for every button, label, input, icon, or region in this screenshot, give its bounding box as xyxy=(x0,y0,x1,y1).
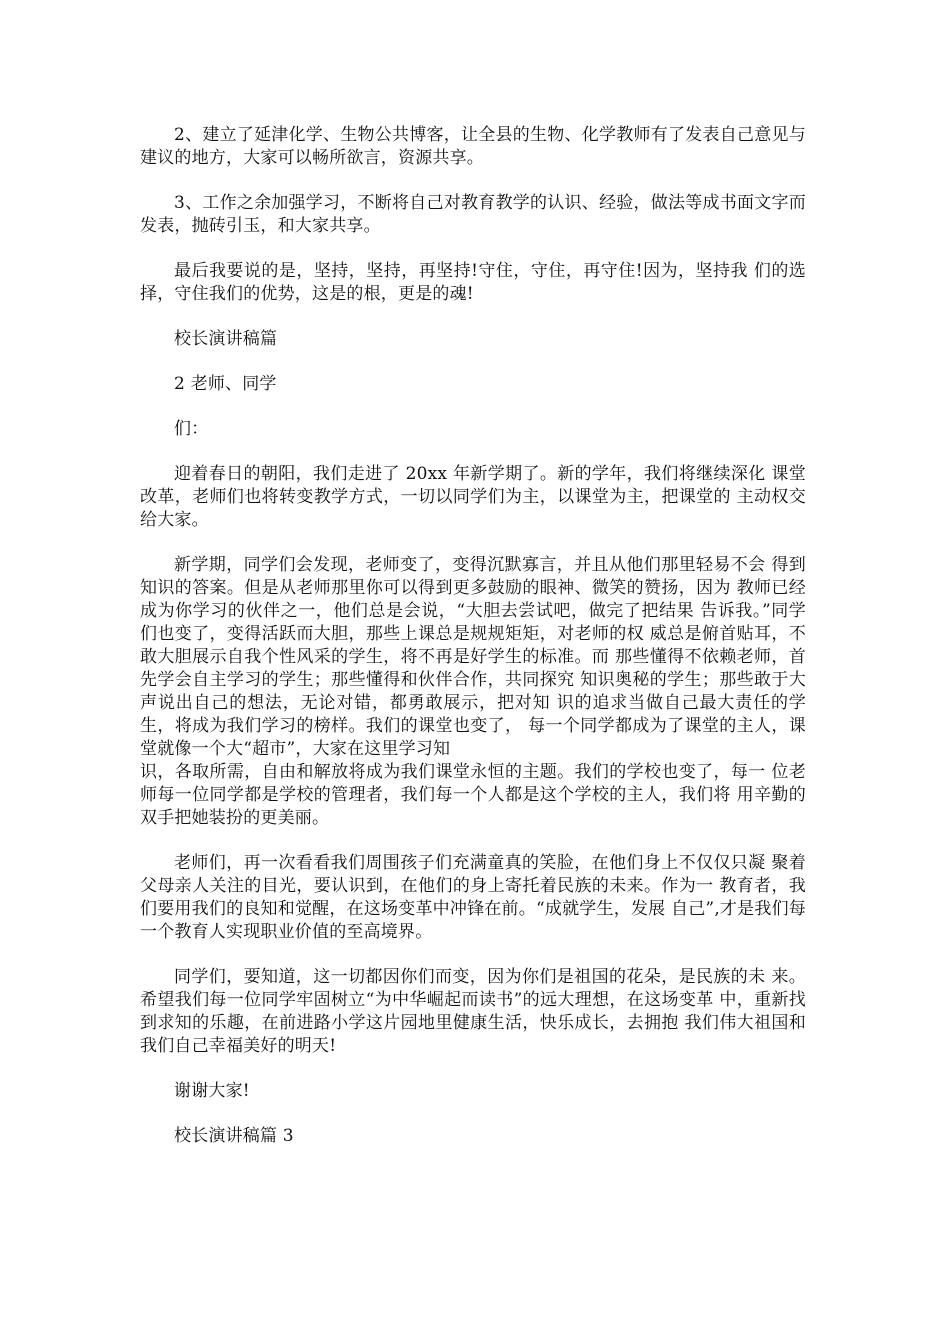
paragraph-blog: 2、建立了延津化学、生物公共博客，让全县的生物、化学教师有了发表自己意见与建议的地方，大家可以畅所欲言，资源共享。 xyxy=(140,125,806,168)
paragraph-new-term: 迎着春日的朝阳，我们走进了 20xx 年新学期了。新的学年，我们将继续深化 课堂改革，老师们也将转变教学方式，一切以同学们为主，以课堂为主，把课堂的 主动权交给大家。 xyxy=(140,464,806,530)
document-body xyxy=(140,124,806,1170)
section-heading-3: 校长演讲稿篇 3 xyxy=(174,1126,294,1146)
salutation-line-2: 们： xyxy=(174,419,209,439)
paragraph-children: 老师们，再一次看看我们周围孩子们充满童真的笑脸，在他们身上不仅仅只凝 聚着父母亲人关注的目光，要认识到，在他们的身上寄托着民族的未来。作为一 教育者，我们要用我们的良知和觉醒，在这场变革中冲锋在前。“成就学生，发展 自己”,才是我们每一个教育人实现职业价值的至高境界。 xyxy=(140,853,806,942)
salutation-line-1: 2 老师、同学 xyxy=(174,374,277,394)
paragraph-persist: 最后我要说的是，坚持，坚持，再坚持!守住，守住，再守住!因为，坚持我 们的选择，守住我们的优势，这是的根，更是的魂! xyxy=(140,261,806,304)
paragraph-study: 3、工作之余加强学习，不断将自己对教育教学的认识、经验，做法等成书面文字而发表，抛砖引玉，和大家共享。 xyxy=(140,193,806,236)
paragraph-students: 同学们，要知道，这一切都因你们而变，因为你们是祖国的花朵，是民族的未 来。希望我们每一位同学牢固树立“为中华崛起而读书”的远大理想，在这场变革 中，重新找到求知的乐趣，在前进路小学这片园地里健康生活，快乐成长，去拥抱 我们伟大祖国和我们自己幸福美好的明天! xyxy=(140,967,806,1056)
section-heading: 校长演讲稿篇 xyxy=(174,329,278,349)
paragraph-teachers-changed: 新学期，同学们会发现，老师变了，变得沉默寡言，并且从他们那里轻易不会 得到知识的答案。但是从老师那里你可以得到更多鼓励的眼神、微笑的赞扬，因为 教师已经成为你学习的伙伴之一，他们总是会说，“大胆去尝试吧，做完了把结果 告诉我。”同学们也变了，变得活跃而大胆，那些上课总是规规矩矩，对老师的权 威总是俯首贴耳，不敢大胆展示自我个性风采的学生，将不再是好学生的标准。而 那些懂得不依赖老师，首先学会自主学习的学生；那些懂得和伙伴合作，共同探究 知识奥秘的学生；那些敢于大声说出自己的想法，无论对错，都勇敢展示，把对知 识的追求当做自己最大责任的学生，将成为我们学习的榜样。我们的课堂也变了， 每一个同学都成为了课堂的主人，课堂就像一个大“超市”，大家在这里学习知 xyxy=(140,555,806,759)
paragraph-teachers-changed-cont: 识，各取所需，自由和解放将成为我们课堂永恒的主题。我们的学校也变了，每一 位老师每一位同学都是学校的管理者，我们每一个人都是这个学校的主人，我们将 用辛勤的双手把她装扮的更美丽。 xyxy=(140,762,806,828)
paragraph-thanks: 谢谢大家! xyxy=(174,1081,250,1101)
